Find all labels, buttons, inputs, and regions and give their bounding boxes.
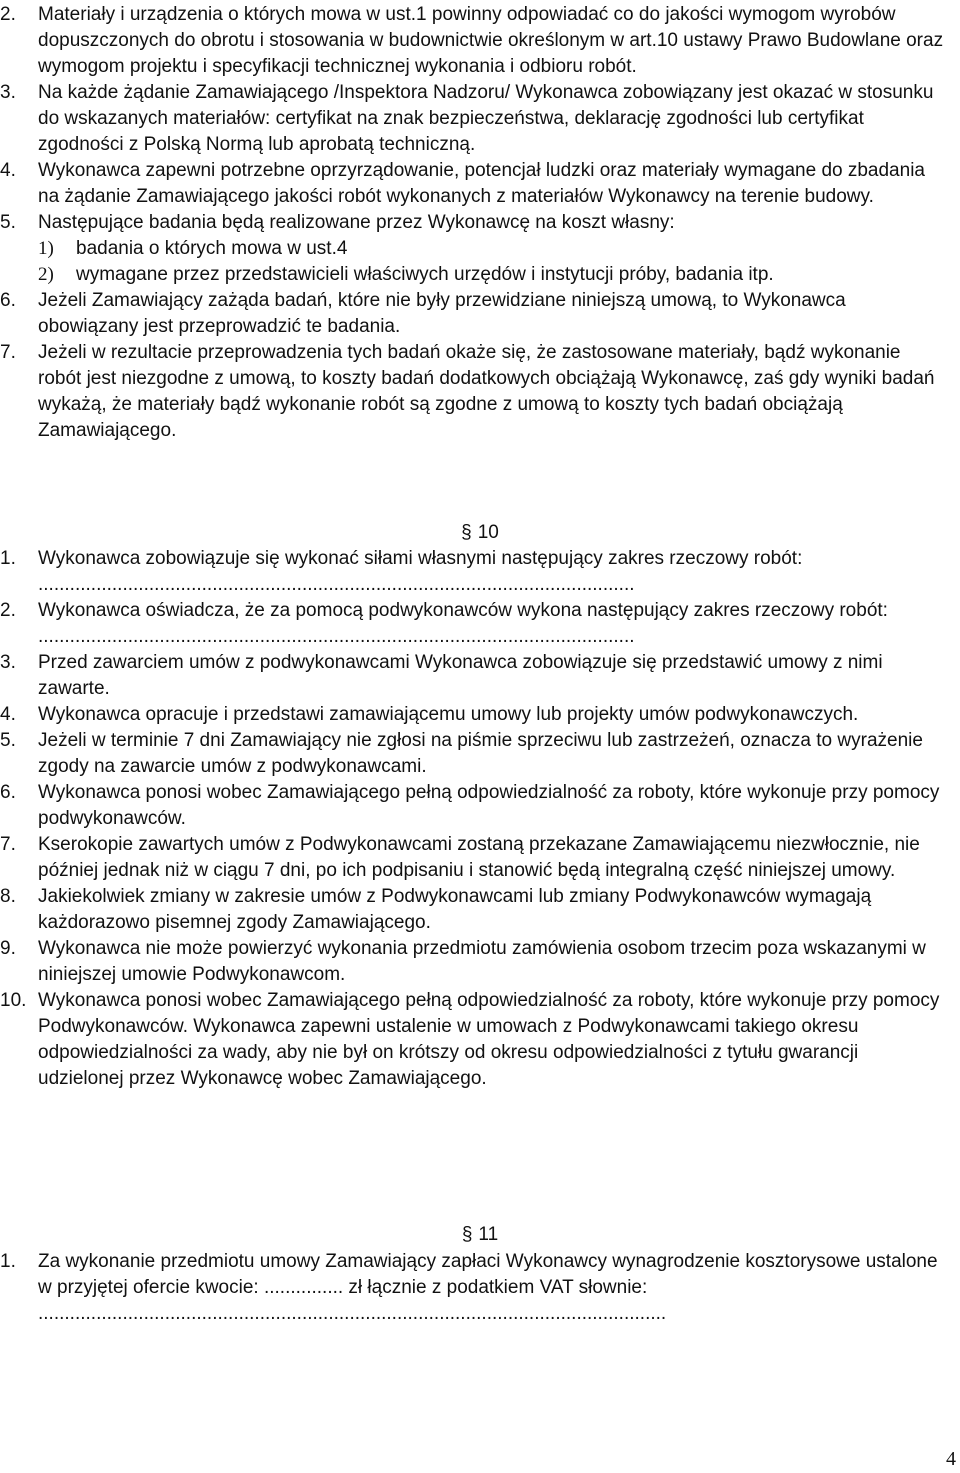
item-number: 8.: [0, 886, 16, 907]
item-text: Jeżeli Zamawiający zażąda badań, które nie były przewidziane niniejszą umową, to Wykonawca obowiązany jest przeprowadzić te badania.: [38, 290, 846, 337]
section-11: [0, 1249, 960, 1327]
list-item: [0, 650, 960, 702]
blank-fill-line: .................................................................................................................: [38, 574, 635, 595]
list-item: [0, 80, 960, 158]
list-item: [0, 780, 960, 832]
sub-list-item: [0, 262, 960, 288]
list-item: [0, 1249, 960, 1327]
sub-item-text: wymagane przez przedstawicieli właściwych urzędów i instytucji próby, badania itp.: [76, 264, 774, 285]
item-number: 7.: [0, 834, 16, 855]
list-item: [0, 288, 960, 340]
item-text: Wykonawca nie może powierzyć wykonania przedmiotu zamówienia osobom trzecim poza wskazanymi w niniejszej umowie Podwykonawcom.: [38, 938, 926, 985]
item-number: 5.: [0, 730, 16, 751]
blank-fill-line: .......................................................................................................................: [38, 1303, 667, 1324]
item-number: 6.: [0, 290, 16, 311]
item-text: Za wykonanie przedmiotu umowy Zamawiający zapłaci Wykonawcy wynagrodzenie kosztorysowe ustalone w przyjętej ofercie kwocie: ............... zł łącznie z podatkiem VAT słownie:: [38, 1251, 938, 1298]
item-text: Kserokopie zawartych umów z Podwykonawcami zostaną przekazane Zamawiającemu niezwłocznie, nie później jednak niż w ciągu 7 dni, po ich podpisaniu i stanowić będą integralną część niniejszej umowy.: [38, 834, 920, 881]
blank-fill-line: .................................................................................................................: [38, 626, 635, 647]
list-item: [0, 936, 960, 988]
list-item: [0, 728, 960, 780]
section-number: 10: [477, 522, 499, 543]
item-number: 9.: [0, 938, 16, 959]
section-heading-10: [0, 520, 960, 546]
item-number: 10.: [0, 990, 27, 1011]
item-text: Wykonawca oświadcza, że za pomocą podwykonawców wykona następujący zakres rzeczowy robót:: [38, 600, 888, 621]
item-text: Jeżeli w rezultacie przeprowadzenia tych badań okaże się, że zastosowane materiały, bądź wykonanie robót jest niezgodne z umową, to koszty badań dodatkowych obciążają Wykonawcę, zaś gdy wyniki badań wykażą, że materiały bądź wykonanie robót są zgodne z umową to koszty tych badań obciążają Zamawiającego.: [38, 342, 935, 441]
item-number: 7.: [0, 342, 16, 363]
sub-list-item: [0, 236, 960, 262]
item-text: Materiały i urządzenia o których mowa w ust.1 powinny odpowiadać co do jakości wymogom wyrobów dopuszczonych do obrotu i stosowania w budownictwie określonym w art.10 ustawy Prawo Budowlane oraz wymogom projektu i specyfikacji technicznej wykonania i odbioru robót.: [38, 4, 944, 77]
item-number: 1.: [0, 1251, 16, 1272]
list-item: [0, 598, 960, 650]
list-item: [0, 884, 960, 936]
sub-item-text: badania o których mowa w ust.4: [76, 238, 348, 259]
list-item: [0, 702, 960, 728]
sub-item-number: 1): [38, 238, 54, 259]
item-text: Na każde żądanie Zamawiającego /Inspektora Nadzoru/ Wykonawca zobowiązany jest okazać w stosunku do wskazanych materiałów: certyfikat na znak bezpieczeństwa, deklarację zgodności lub certyfikat zgodności z Polską Normą lub aprobatą techniczną.: [38, 82, 934, 155]
item-number: 5.: [0, 212, 16, 233]
item-text: Przed zawarciem umów z podwykonawcami Wykonawca zobowiązuje się przedstawić umowy z nimi zawarte.: [38, 652, 883, 699]
item-number: 1.: [0, 548, 16, 569]
page-number: 4: [946, 1448, 956, 1470]
item-number: 4.: [0, 704, 16, 725]
list-item: [0, 210, 960, 236]
list-item: [0, 158, 960, 210]
item-text: Następujące badania będą realizowane przez Wykonawcę na koszt własny:: [38, 212, 675, 233]
item-text: Jakiekolwiek zmiany w zakresie umów z Podwykonawcami lub zmiany Podwykonawców wymagają każdorazowo pisemnej zgody Zamawiającego.: [38, 886, 872, 933]
list-item: [0, 2, 960, 80]
paragraph-symbol: §: [461, 1224, 473, 1245]
item-text: Wykonawca ponosi wobec Zamawiającego pełną odpowiedzialność za roboty, które wykonuje przy pomocy podwykonawców.: [38, 782, 940, 829]
item-number: 3.: [0, 82, 16, 103]
item-number: 4.: [0, 160, 16, 181]
section-10: [0, 546, 960, 1092]
section-heading-11: [0, 1222, 960, 1248]
list-item: [0, 832, 960, 884]
section-number: 11: [478, 1224, 499, 1245]
item-text: Wykonawca opracuje i przedstawi zamawiającemu umowy lub projekty umów podwykonawczych.: [38, 704, 859, 725]
item-number: 2.: [0, 600, 16, 621]
item-text: Wykonawca zapewni potrzebne oprzyrządowanie, potencjał ludzki oraz materiały wymagane do zbadania na żądanie Zamawiającego jakości robót wykonanych z materiałów Wykonawcy na terenie budowy.: [38, 160, 925, 207]
list-item: [0, 546, 960, 598]
item-number: 6.: [0, 782, 16, 803]
item-number: 3.: [0, 652, 16, 673]
item-text: Wykonawca zobowiązuje się wykonać siłami własnymi następujący zakres rzeczowy robót:: [38, 548, 803, 569]
list-item: [0, 340, 960, 444]
paragraph-symbol: §: [461, 522, 472, 543]
sub-item-number: 2): [38, 264, 54, 285]
item-text: Wykonawca ponosi wobec Zamawiającego pełną odpowiedzialność za roboty, które wykonuje przy pomocy Podwykonawców. Wykonawca zapewni ustalenie w umowach z Podwykonawcami takiego okresu odpowiedzialności za wady, aby nie był on krótszy od okresu odpowiedzialności z tytułu gwarancji udzielonej przez Wykonawcę wobec Zamawiającego.: [38, 990, 940, 1089]
list-item: [0, 988, 960, 1092]
section-materials: [0, 2, 960, 444]
item-text: Jeżeli w terminie 7 dni Zamawiający nie zgłosi na piśmie sprzeciwu lub zastrzeżeń, oznacza to wyrażenie zgody na zawarcie umów z podwykonawcami.: [38, 730, 923, 777]
item-number: 2.: [0, 4, 16, 25]
